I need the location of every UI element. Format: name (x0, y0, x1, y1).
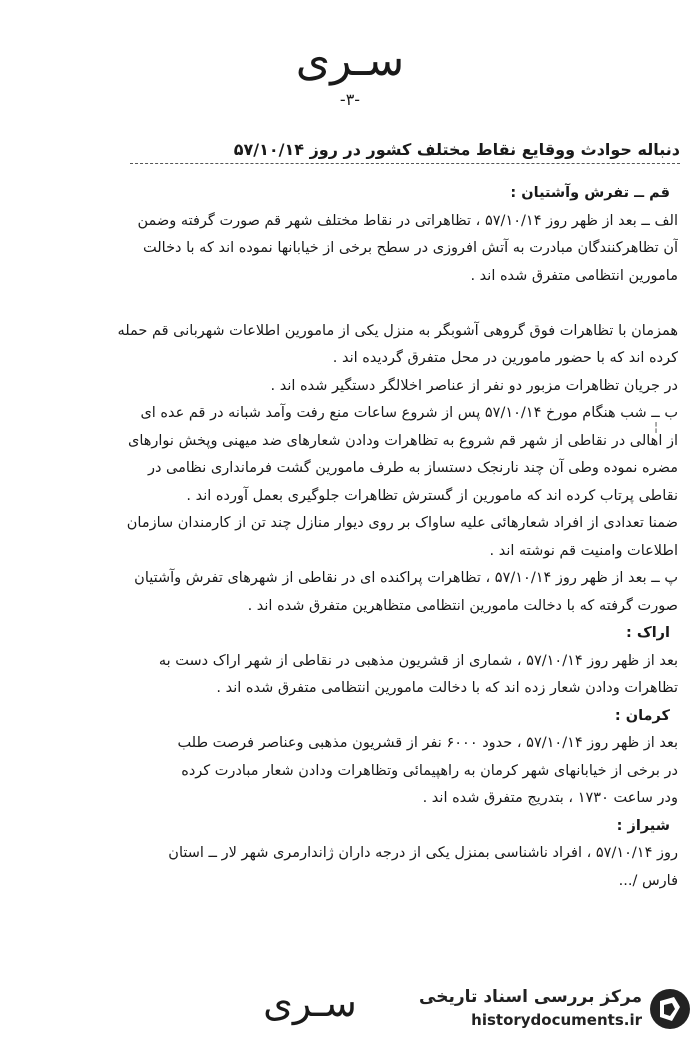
margin-mark: ¦ (654, 420, 659, 434)
text-line: در برخی از خیابانهای شهر کرمان به راهپیمائی وتظاهرات ودادن شعار مبادرت کرده (181, 762, 678, 779)
text-line (22, 290, 678, 318)
text-line: تظاهرات ودادن شعار زده اند که با دخالت مامورین انتظامی متفرق شده اند . (216, 680, 678, 696)
text-line: کرده اند که با حضور مامورین در محل متفرق گردیده اند . (332, 350, 678, 366)
text-line: روز ۵۷/۱۰/۱۴ ، افراد ناشناسی بمنزل یکی از درجه داران ژاندارمری شهر لار ــ استان (168, 845, 678, 861)
classification-stamp-bottom: سـری (263, 981, 357, 1025)
section-heading: شیراز : (616, 817, 670, 834)
text-line: اطلاعات وامنیت قم نوشته اند . (489, 542, 678, 559)
document-title: دنباله حوادث ووقایع نقاط مختلف کشور در روز ۵۷/۱۰/۱۴ (130, 140, 680, 164)
text-line: بعد از ظهر روز ۵۷/۱۰/۱۴ ، حدود ۶۰۰۰ نفر از قشریون مذهبی وعناصر فرصت طلب (177, 735, 678, 751)
text-line: نقاطی پرتاب کرده اند که مامورین از گسترش تظاهرات جلوگیری بعمل آورده اند . (186, 487, 678, 504)
text-line: ودر ساعت ۱۷۳۰ ، بتدریج متفرق شده اند . (422, 790, 678, 806)
section-heading: اراک : (626, 625, 670, 641)
text-line: مضره نموده وطی آن چند نارنجک دستساز به طرف مامورین گشت فرمانداری نظامی در (147, 460, 678, 476)
text-line: ضمنا تعدادی از افراد شعارهائی علیه ساواک بر روی دیوار منازل چند تن از کارمندان سازمان (126, 515, 678, 531)
text-line: در جریان تظاهرات مزبور دو نفر از عناصر اخلالگر دستگیر شده اند . (270, 377, 678, 394)
watermark-name: مرکز بررسی اسناد تاریخی (419, 987, 642, 1007)
text-line: بعد از ظهر روز ۵۷/۱۰/۱۴ ، شماری از قشریون مذهبی در نقاطی از شهر اراک دست به (158, 652, 678, 669)
classification-stamp-top: سـری (295, 35, 405, 86)
section-heading: قم ــ تفرش وآشتیان : (510, 185, 670, 201)
text-line: فارس /... (618, 872, 678, 889)
document-body (22, 180, 678, 895)
text-line: پ ــ بعد از ظهر روز ۵۷/۱۰/۱۴ ، تظاهرات پراکنده ای در نقاطی از شهرهای تفرش وآشتیان (134, 570, 678, 586)
text-line: همزمان با تظاهرات فوق گروهی آشوبگر به منزل یکی از مامورین اطلاعات شهربانی قم حمله (117, 322, 678, 339)
page-number: -۳- (339, 90, 361, 109)
archive-logo-icon (648, 987, 692, 1031)
section-heading: کرمان : (614, 707, 670, 724)
text-line: الف ــ بعد از ظهر روز ۵۷/۱۰/۱۴ ، تظاهراتی در نقاط مختلف شهر قم صورت گرفته وضمن (137, 212, 678, 229)
text-line: ب ــ شب هنگام مورخ ۵۷/۱۰/۱۴ پس از شروع ساعات منع رفت وآمد شبانه در قم عده ای (140, 405, 678, 421)
watermark (410, 985, 692, 1035)
text-line: از اهالی در نقاطی از شهر قم شروع به تظاهرات ودادن شعارهای ضد میهنی وپخش نوارهای (127, 432, 678, 449)
text-line: آن تظاهرکنندگان مبادرت به آتش افروزی در سطح برخی از خیابانها نموده اند که با دخالت (143, 240, 678, 256)
watermark-url: historydocuments.ir (471, 1011, 642, 1029)
text-line: مامورین انتظامی متفرق شده اند . (470, 267, 678, 284)
text-line: صورت گرفته که با دخالت مامورین انتظامی متظاهرین متفرق شده اند . (247, 597, 678, 614)
